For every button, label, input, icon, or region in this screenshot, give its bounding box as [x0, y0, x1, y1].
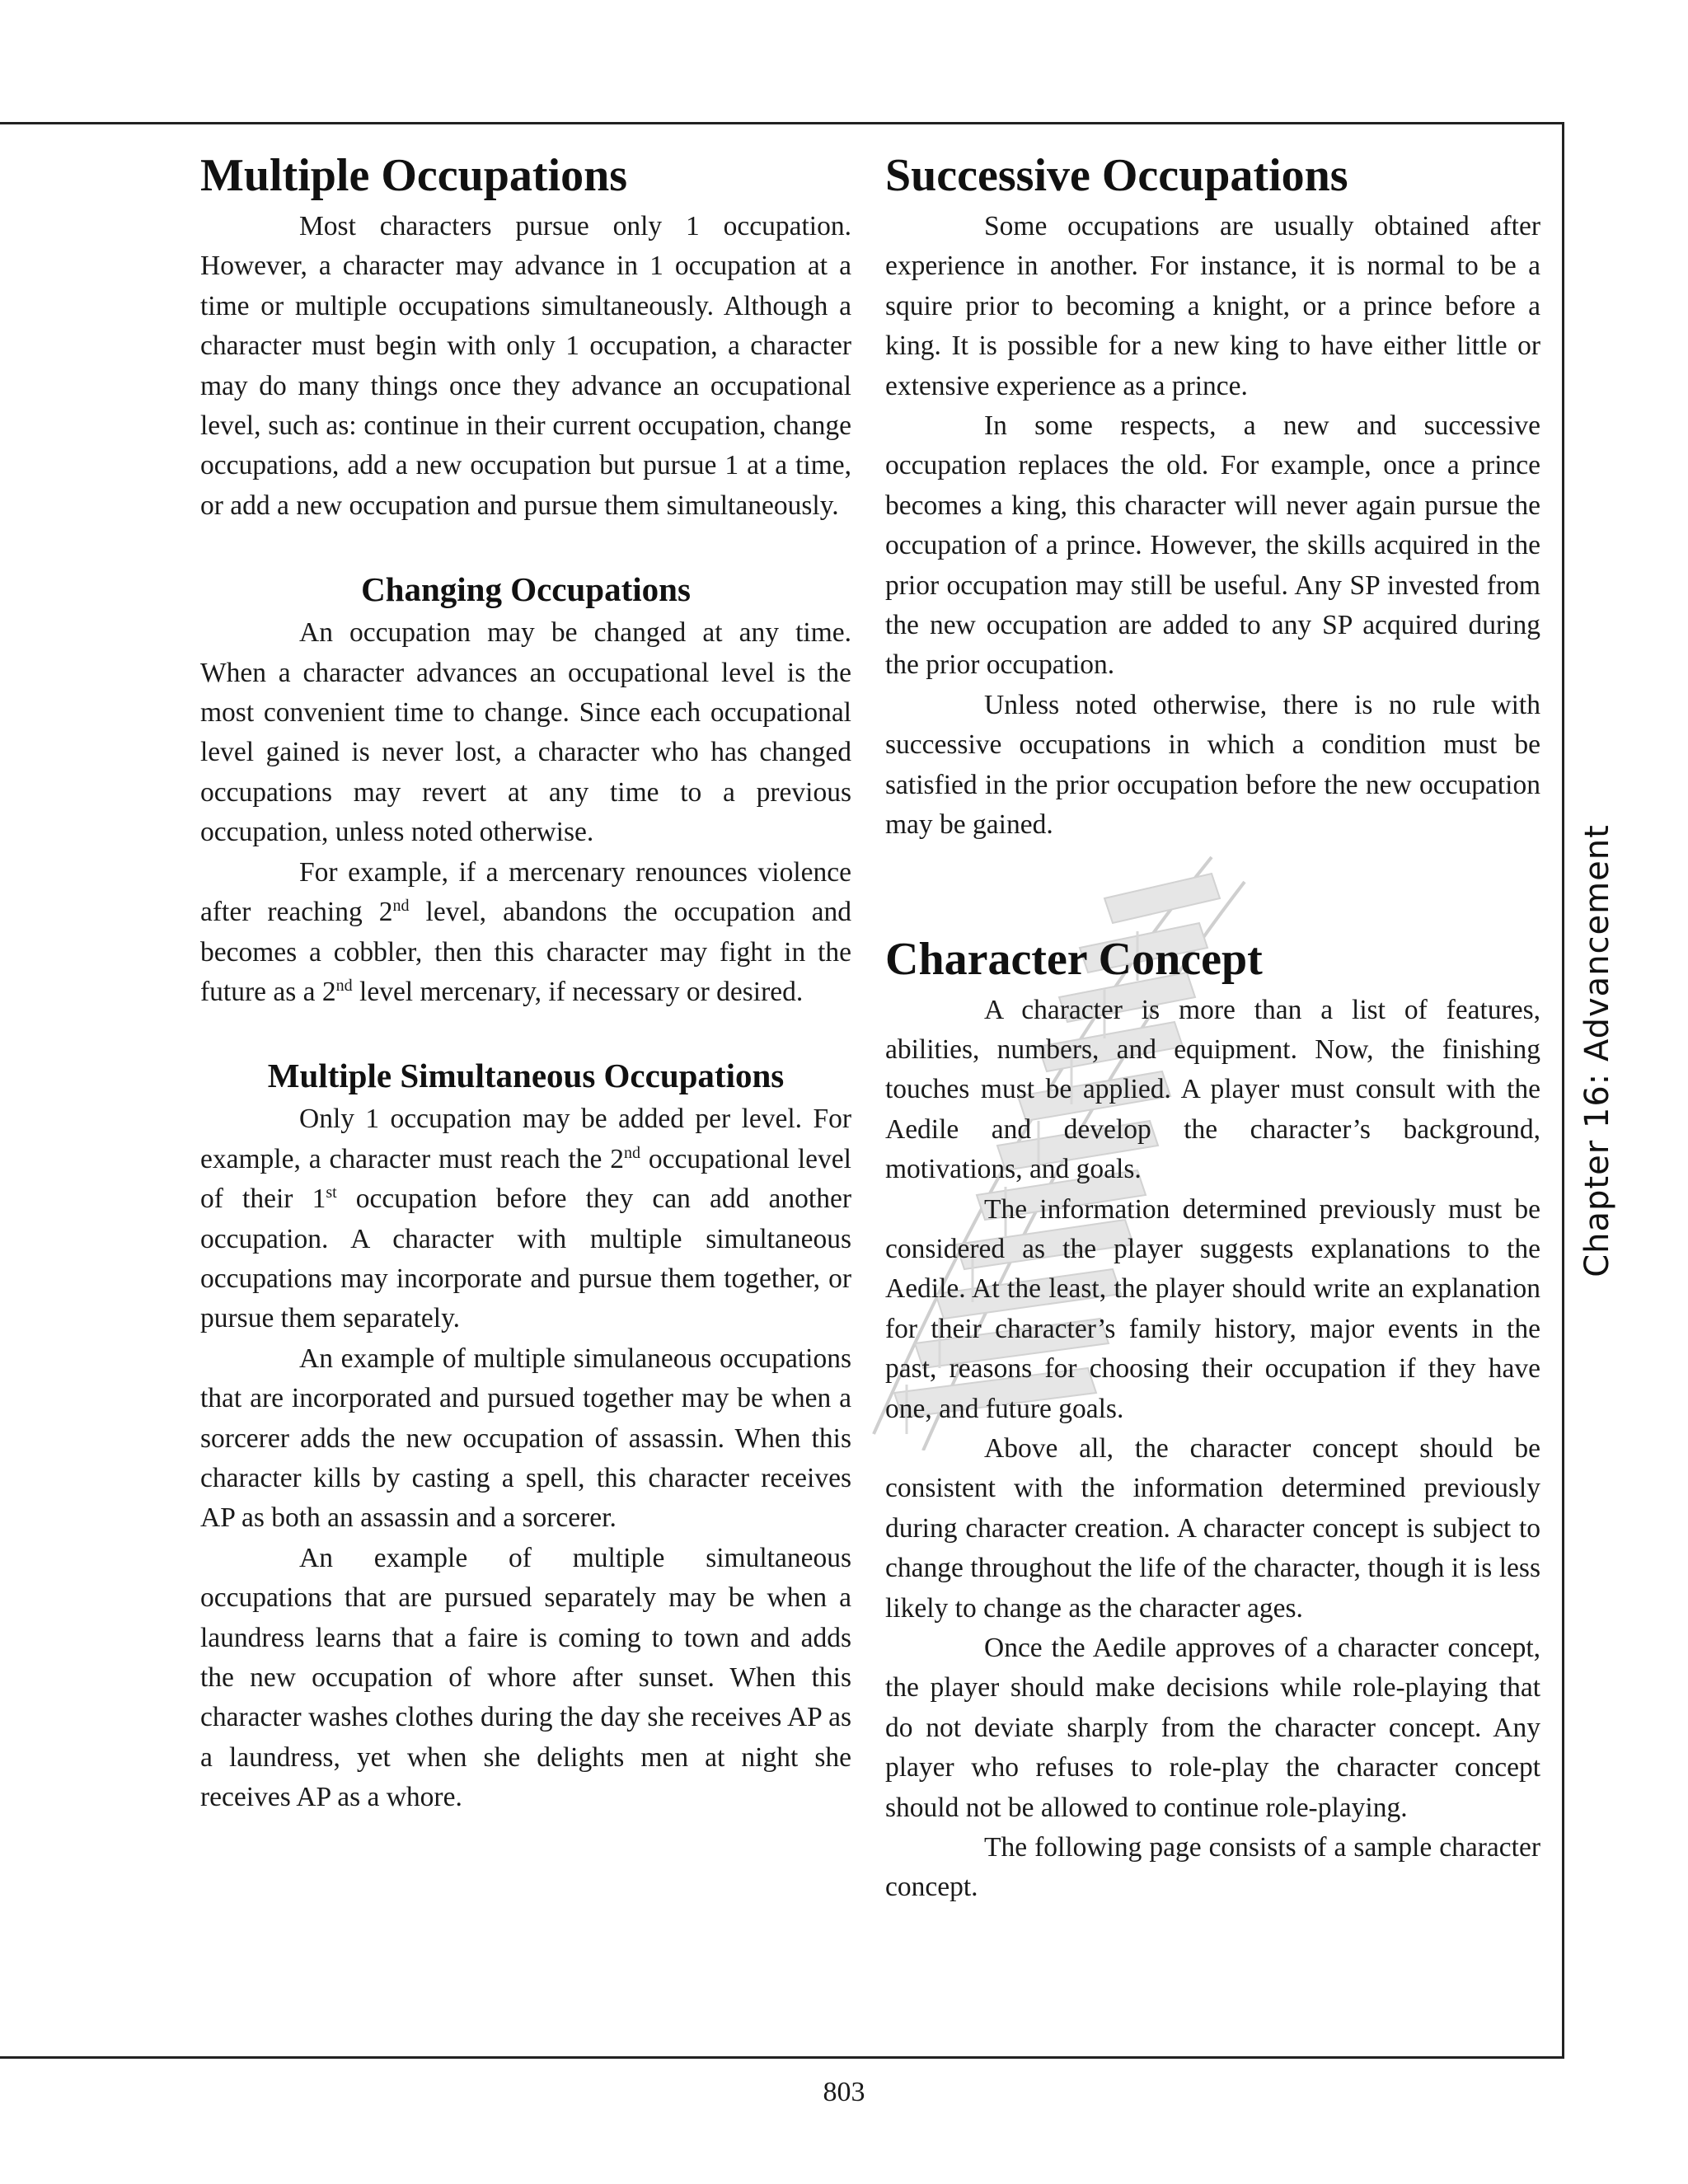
- right-column: [885, 144, 1540, 1908]
- paragraph: Some occupations are usually obtained after experience in another. For instance, it is normal to be a squire prior to becoming a knight, or a prince before a king. It is possible for a new king to have either little or extensive experience as a prince.: [885, 211, 1540, 401]
- paragraph: In some respects, a new and successive occupation replaces the old. For example, once a prince becomes a king, this character will never again pursue the occupation of a prince. However, the skills acquired in the prior occupation may still be useful. Any SP invested from the new occupation are added to any SP acquired during the prior occupation.: [885, 410, 1540, 681]
- paragraph: Once the Aedile approves of a character concept, the player should make decisions while role-playing that do not deviate sharply from the character concept. Any player who refuses to role-play the character concept should not be allowed to continue role-playing.: [885, 1633, 1540, 1823]
- paragraph: The information determined previously must be considered as the player suggests explanations to the Aedile. At the least, the player should write an explanation for their character’s family history, major events in the past, reasons for choosing their occupation if they have one, and future goals.: [885, 1193, 1540, 1424]
- heading-character-concept: Character Concept: [885, 933, 1263, 985]
- subheading-changing-occupations: Changing Occupations: [361, 570, 691, 609]
- heading-successive-occupations: Successive Occupations: [885, 150, 1348, 201]
- page-number: 803: [823, 2077, 865, 2107]
- paragraph: Most characters pursue only 1 occupation. However, a character may advance in 1 occupation at a time or multiple occupations simultaneously. Although a character must begin with only 1 occupation, a character may do many things once they advance an occupational level, such as: continue in their current occupation, change occupations, add a new occupation but pursue 1 at a time, or add a new occupation and pursue them simultaneously.: [200, 211, 851, 521]
- paragraph: Unless noted otherwise, there is no rule with successive occupations in which a condition must be satisfied in the prior occupation before the new occupation may be gained.: [885, 689, 1540, 841]
- paragraph: For example, if a mercenary renounces violence after reaching 2nd level, abandons the occupation and becomes a cobbler, then this character may fight in the future as a 2nd level mercenary, if necessary or desired.: [200, 856, 851, 1007]
- paragraph: An occupation may be changed at any time. When a character advances an occupational level is the most convenient time to change. Since each occupational level gained is never lost, a character who has changed occupations may revert at any time to a previous occupation, unless noted otherwise.: [200, 617, 851, 848]
- left-column: [200, 144, 851, 1818]
- paragraph: An example of multiple simulaneous occupations that are incorporated and pursued together may be when a sorcerer adds the new occupation of assassin. When this character kills by casting a spell, this character receives AP as both an assassin and a sorcerer.: [200, 1343, 851, 1534]
- paragraph: The following page consists of a sample character concept.: [885, 1832, 1540, 1903]
- paragraph: Above all, the character concept should be consistent with the information determined previously during character creation. A character concept is subject to change throughout the life of the character, though it is less likely to change as the character ages.: [885, 1432, 1540, 1624]
- paragraph: A character is more than a list of features, abilities, numbers, and equipment. Now, the finishing touches must be applied. A player must consult with the Aedile and develop the character’s background, motivations, and goals.: [885, 994, 1540, 1185]
- subheading-multiple-simultaneous-occupations: Multiple Simultaneous Occupations: [267, 1057, 785, 1095]
- paragraph: Only 1 occupation may be added per level. For example, a character must reach the 2nd occupational level of their 1st occupation before they can add another occupation. A character with multiple simultaneous occupations may incorporate and pursue them together, or pursue them separately.: [200, 1104, 851, 1334]
- paragraph: An example of multiple simultaneous occupations that are pursued separately may be when a laundress learns that a faire is coming to town and adds the new occupation of whore after sunset. When this character washes clothes during the day she receives AP as a laundress, yet when she delights men at night she receives AP as a whore.: [200, 1542, 851, 1813]
- heading-multiple-occupations: Multiple Occupations: [200, 150, 628, 201]
- chapter-side-label: Chapter 16: Advancement: [1578, 824, 1616, 1277]
